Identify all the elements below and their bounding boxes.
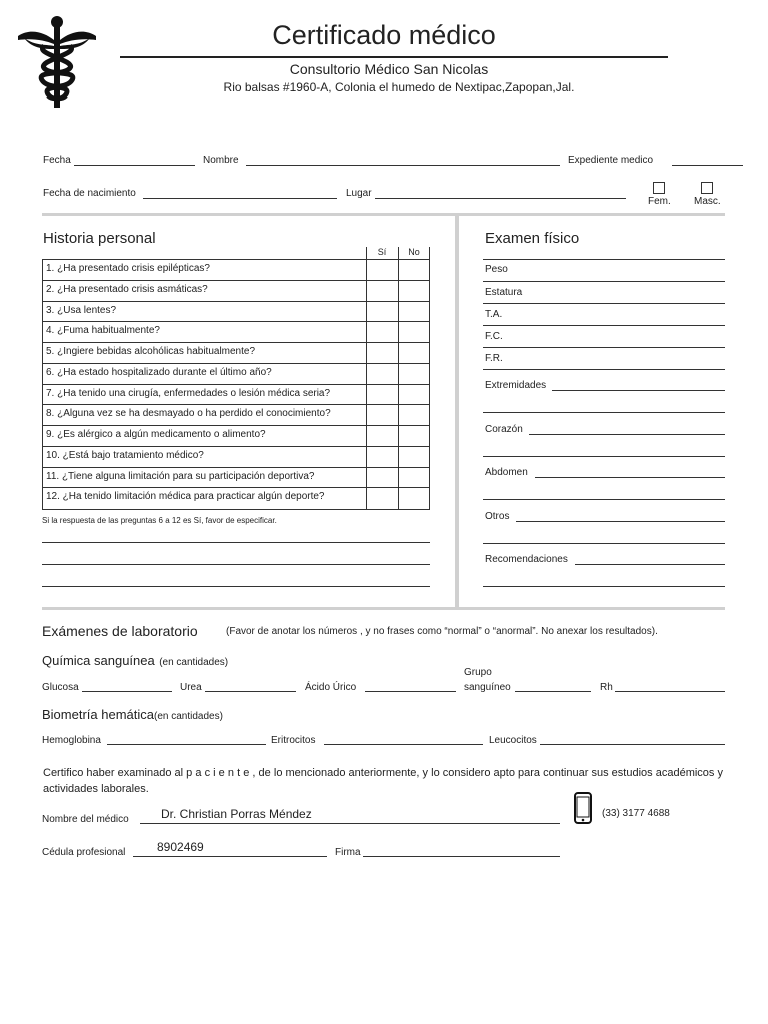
leucocitos-field[interactable] bbox=[540, 744, 725, 745]
question-text: 12. ¿Ha tenido limitación médica para practicar algún deporte? bbox=[46, 491, 325, 503]
question-text: 2. ¿Ha presentado crisis asmáticas? bbox=[46, 283, 208, 295]
question-text: 8. ¿Alguna vez se ha desmayado o ha perdido el conocimiento? bbox=[46, 408, 331, 420]
question-text: 3. ¿Usa lentes? bbox=[46, 304, 117, 316]
acido-label: Ácido Úrico bbox=[305, 682, 357, 693]
rh-label: Rh bbox=[600, 682, 613, 693]
page-title: Certificado médico bbox=[272, 20, 496, 50]
question-row bbox=[43, 343, 429, 364]
fecha-label: Fecha bbox=[43, 155, 71, 166]
question-row bbox=[43, 281, 429, 302]
glucosa-field[interactable] bbox=[82, 691, 172, 692]
fr-label: F.R. bbox=[485, 353, 503, 364]
recomendaciones-field[interactable] bbox=[575, 564, 725, 565]
col-no-header: No bbox=[408, 247, 420, 257]
quimica-label: Química sanguínea bbox=[42, 653, 155, 668]
rh-field[interactable] bbox=[615, 691, 725, 692]
question-text: 9. ¿Es alérgico a algún medicamento o alimento? bbox=[46, 429, 266, 440]
clinic-name: Consultorio Médico San Nicolas bbox=[289, 61, 489, 77]
answer-no-cell[interactable] bbox=[399, 447, 429, 467]
answer-si-cell[interactable] bbox=[367, 322, 398, 342]
answer-no-cell[interactable] bbox=[399, 385, 429, 405]
hemoglobina-label: Hemoglobina bbox=[42, 735, 101, 746]
answer-no-cell[interactable] bbox=[399, 426, 429, 446]
eritrocitos-label: Eritrocitos bbox=[271, 735, 316, 746]
note-line-1[interactable] bbox=[42, 542, 430, 543]
masc-label: Masc. bbox=[694, 196, 721, 207]
historia-header-tick-mid bbox=[398, 247, 399, 259]
answer-si-cell[interactable] bbox=[367, 447, 398, 467]
leucocitos-label: Leucocitos bbox=[489, 735, 537, 746]
historia-header-tick-si bbox=[366, 247, 367, 259]
answer-si-cell[interactable] bbox=[367, 426, 398, 446]
question-text: 7. ¿Ha tenido una cirugía, enfermedades o lesión médica seria? bbox=[46, 387, 331, 399]
question-text: 4. ¿Fuma habitualmente? bbox=[46, 325, 160, 337]
nacimiento-field[interactable] bbox=[143, 198, 337, 199]
fc-label: F.C. bbox=[485, 331, 503, 342]
answer-no-cell[interactable] bbox=[399, 364, 429, 384]
expediente-field[interactable] bbox=[672, 165, 743, 166]
fecha-field[interactable] bbox=[74, 165, 195, 166]
corazon-field-2[interactable] bbox=[483, 456, 725, 457]
answer-no-cell[interactable] bbox=[399, 260, 429, 280]
historia-header-tick-no bbox=[429, 247, 430, 259]
col-si-header: Sí bbox=[377, 247, 387, 257]
section-divider-vertical bbox=[455, 216, 459, 607]
question-row bbox=[43, 405, 429, 426]
corazon-field[interactable] bbox=[529, 434, 725, 435]
examen-title-line bbox=[483, 259, 725, 260]
answer-no-cell[interactable] bbox=[399, 302, 429, 322]
quimica-cantidades: (en cantidades) bbox=[159, 657, 229, 668]
answer-si-cell[interactable] bbox=[367, 385, 398, 405]
extremidades-field-2[interactable] bbox=[483, 412, 725, 413]
estatura-label: Estatura bbox=[485, 287, 523, 298]
answer-si-cell[interactable] bbox=[367, 343, 398, 363]
corazon-label: Corazón bbox=[485, 424, 523, 435]
fc-field[interactable] bbox=[483, 347, 725, 348]
question-row bbox=[43, 260, 429, 281]
certification-text: Certifico haber examinado al p a c i e n t e , de lo mencionado anteriormente, y lo considero apto para continuar sus estudios académicos y actividades laborales. bbox=[43, 767, 723, 795]
answer-no-cell[interactable] bbox=[399, 488, 429, 509]
otros-label: Otros bbox=[485, 511, 510, 522]
glucosa-label: Glucosa bbox=[42, 682, 79, 693]
extremidades-field[interactable] bbox=[552, 390, 725, 391]
answer-si-cell[interactable] bbox=[367, 405, 398, 425]
fem-checkbox[interactable] bbox=[653, 182, 665, 194]
question-row bbox=[43, 468, 429, 489]
estatura-field[interactable] bbox=[483, 303, 725, 304]
question-row bbox=[43, 426, 429, 447]
urea-field[interactable] bbox=[205, 691, 296, 692]
question-row bbox=[43, 447, 429, 468]
question-text: 11. ¿Tiene alguna limitación para su participación deportiva? bbox=[46, 470, 315, 482]
laboratorio-instruction: (Favor de anotar los números , y no frases como “normal” o “anormal”. No anexar los resultados). bbox=[226, 626, 658, 637]
grupo-label-1: Grupo bbox=[464, 667, 492, 678]
abdomen-field[interactable] bbox=[535, 477, 725, 478]
note-line-2[interactable] bbox=[42, 564, 430, 565]
otros-field[interactable] bbox=[516, 521, 725, 522]
note-line-3[interactable] bbox=[42, 586, 430, 587]
question-text: 6. ¿Ha estado hospitalizado durante el último año? bbox=[46, 366, 272, 378]
question-row bbox=[43, 322, 429, 343]
answer-no-cell[interactable] bbox=[399, 405, 429, 425]
otros-field-2[interactable] bbox=[483, 543, 725, 544]
cedula-label: Cédula profesional bbox=[42, 847, 126, 858]
question-text: 5. ¿Ingiere bebidas alcohólicas habitualmente? bbox=[46, 346, 256, 357]
question-row bbox=[43, 364, 429, 385]
biometria-title bbox=[42, 706, 223, 724]
peso-field[interactable] bbox=[483, 281, 725, 282]
cedula-field[interactable] bbox=[133, 856, 327, 857]
masc-checkbox[interactable] bbox=[701, 182, 713, 194]
nombre-label: Nombre bbox=[203, 155, 239, 166]
phone-icon bbox=[574, 792, 592, 824]
hemoglobina-field[interactable] bbox=[107, 744, 266, 745]
answer-si-cell[interactable] bbox=[367, 281, 398, 301]
answer-no-cell[interactable] bbox=[399, 281, 429, 301]
clinic-address: Rio balsas #1960-A, Colonia el humedo de Nextipac,Zapopan,Jal. bbox=[223, 80, 575, 94]
fr-field[interactable] bbox=[483, 369, 725, 370]
firma-field[interactable] bbox=[363, 856, 560, 857]
answer-si-cell[interactable] bbox=[367, 468, 398, 488]
lugar-label: Lugar bbox=[346, 188, 372, 199]
answer-si-cell[interactable] bbox=[367, 260, 398, 280]
biometria-cantidades: (en cantidades) bbox=[154, 711, 223, 722]
nacimiento-label: Fecha de nacimiento bbox=[43, 188, 136, 199]
doctor-name-value: Dr. Christian Porras Méndez bbox=[161, 807, 312, 821]
fem-label: Fem. bbox=[648, 196, 671, 207]
historia-note: Si la respuesta de las preguntas 6 a 12 es Sí, favor de especificar. bbox=[42, 516, 277, 525]
title-rule bbox=[120, 56, 668, 58]
urea-label: Urea bbox=[180, 682, 202, 693]
quimica-title bbox=[42, 652, 228, 670]
examen-title: Examen físico bbox=[485, 230, 580, 247]
firma-label: Firma bbox=[335, 847, 361, 858]
question-row bbox=[43, 488, 429, 509]
section-divider-bottom bbox=[42, 607, 725, 610]
question-row bbox=[43, 385, 429, 406]
ta-field[interactable] bbox=[483, 325, 725, 326]
section-divider-top bbox=[42, 213, 725, 216]
abdomen-label: Abdomen bbox=[485, 467, 528, 478]
eritrocitos-field[interactable] bbox=[324, 744, 483, 745]
doctor-name-label: Nombre del médico bbox=[42, 814, 129, 825]
abdomen-field-2[interactable] bbox=[483, 499, 725, 500]
laboratorio-title: Exámenes de laboratorio bbox=[42, 623, 198, 639]
historia-table bbox=[42, 259, 430, 510]
answer-no-cell[interactable] bbox=[399, 343, 429, 363]
acido-field[interactable] bbox=[365, 691, 456, 692]
answer-si-cell[interactable] bbox=[367, 302, 398, 322]
grupo-label-2: sanguíneo bbox=[464, 682, 511, 693]
historia-title: Historia personal bbox=[43, 230, 156, 247]
doctor-name-field[interactable] bbox=[140, 823, 560, 824]
answer-no-cell[interactable] bbox=[399, 322, 429, 342]
answer-si-cell[interactable] bbox=[367, 364, 398, 384]
biometria-label: Biometría hemática bbox=[42, 707, 154, 722]
grupo-field[interactable] bbox=[515, 691, 591, 692]
question-text: 10. ¿Está bajo tratamiento médico? bbox=[46, 449, 204, 461]
recomendaciones-label: Recomendaciones bbox=[485, 554, 568, 565]
nombre-field[interactable] bbox=[246, 165, 560, 166]
expediente-label: Expediente medico bbox=[568, 155, 654, 166]
peso-label: Peso bbox=[485, 264, 508, 275]
lugar-field[interactable] bbox=[375, 198, 626, 199]
recomendaciones-field-2[interactable] bbox=[483, 586, 725, 587]
answer-no-cell[interactable] bbox=[399, 468, 429, 488]
extremidades-label: Extremidades bbox=[485, 380, 547, 391]
ta-label: T.A. bbox=[485, 309, 503, 320]
phone-number: (33) 3177 4688 bbox=[602, 808, 670, 819]
question-row bbox=[43, 302, 429, 323]
cedula-value: 8902469 bbox=[157, 840, 204, 854]
answer-si-cell[interactable] bbox=[367, 488, 398, 509]
question-text: 1. ¿Ha presentado crisis epilépticas? bbox=[46, 263, 210, 274]
